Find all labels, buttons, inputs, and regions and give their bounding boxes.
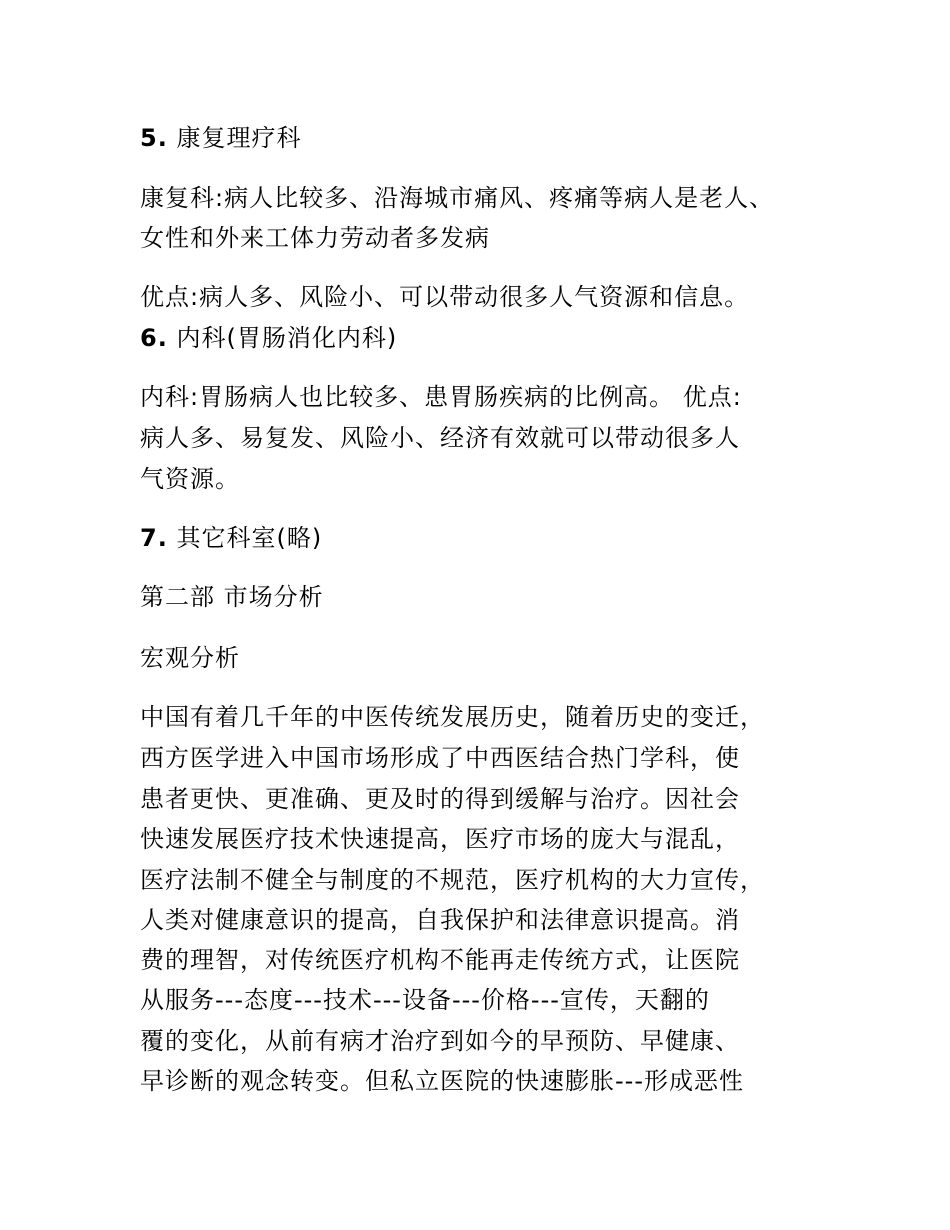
paragraph-line: 早诊断的观念转变。但私立医院的快速膨胀---形成恶性	[140, 1067, 744, 1095]
part-heading: 第二部 市场分析	[140, 583, 324, 611]
paragraph-line: 中国有着几千年的中医传统发展历史，随着历史的变迁，	[140, 703, 765, 731]
paragraph-line: 医疗法制不健全与制度的不规范，医疗机构的大力宣传，	[140, 866, 765, 894]
subsection-heading: 宏观分析	[140, 644, 240, 672]
paragraph-line: 人类对健康意识的提高，自我保护和法律意识提高。消	[140, 906, 740, 934]
paragraph-line: 病人多、易复发、风险小、经济有效就可以带动很多人	[140, 424, 740, 452]
section-title: 其它科室(略)	[176, 524, 323, 552]
section-title: 康复理疗科	[176, 124, 302, 152]
section-number: 5.	[140, 124, 168, 152]
paragraph-line: 覆的变化，从前有病才治疗到如今的早预防、早健康、	[140, 1027, 740, 1055]
section-heading-5	[140, 118, 301, 158]
paragraph-line: 气资源。	[140, 465, 240, 493]
section-title: 内科(胃肠消化内科)	[176, 324, 398, 352]
paragraph-line: 康复科:病人比较多、沿海城市痛风、疼痛等病人是老人、	[140, 184, 775, 212]
paragraph-line: 从服务---态度---技术---设备---价格---宣传，天翻的	[140, 986, 710, 1014]
paragraph-line: 优点:病人多、风险小、可以带动很多人气资源和信息。	[140, 283, 750, 311]
section-number: 7.	[140, 524, 168, 552]
paragraph-line: 费的理智，对传统医疗机构不能再走传统方式，让医院	[140, 946, 740, 974]
paragraph-line: 西方医学进入中国市场形成了中西医结合热门学科，使	[140, 744, 740, 772]
section-heading-7	[140, 518, 322, 558]
paragraph-line: 快速发展医疗技术快速提高，医疗市场的庞大与混乱，	[140, 825, 740, 853]
paragraph-line: 患者更快、更准确、更及时的得到缓解与治疗。因社会	[140, 785, 740, 813]
section-heading-6	[140, 318, 397, 358]
section-number: 6.	[140, 324, 168, 352]
paragraph-line: 内科:胃肠病人也比较多、患胃肠疾病的比例高。 优点:	[140, 383, 742, 411]
paragraph-line: 女性和外来工体力劳动者多发病	[140, 224, 490, 252]
